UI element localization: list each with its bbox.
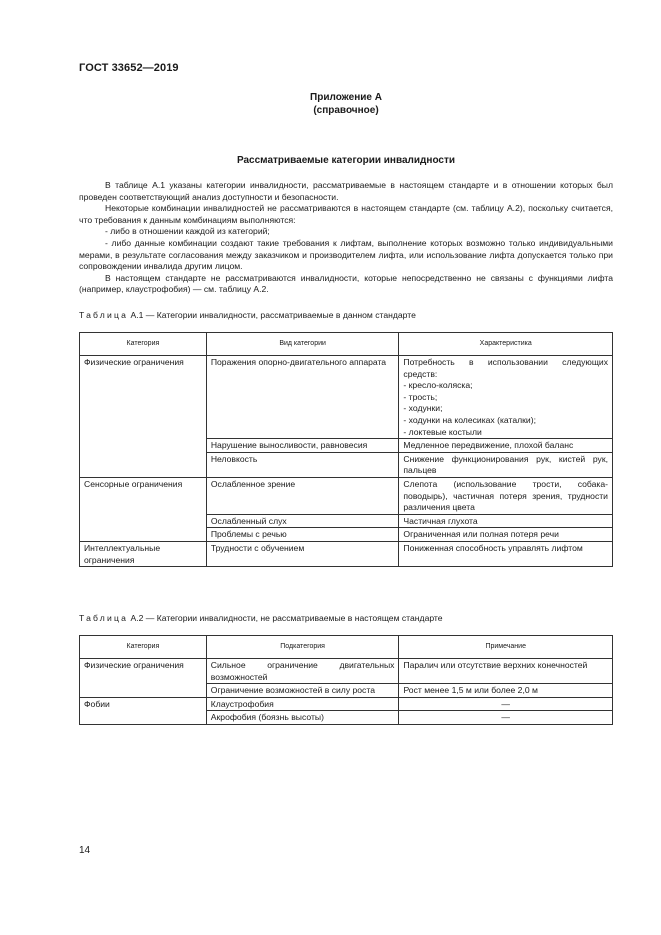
paragraph: В таблице А.1 указаны категории инвалидности, рассматриваемые в настоящем стандарте и в отношении которых был проведен соответствующий анализ доступности и безопасности. bbox=[79, 180, 613, 202]
appendix-heading bbox=[79, 91, 613, 117]
column-header: Вид категории bbox=[206, 333, 399, 356]
table-row bbox=[80, 659, 613, 684]
table-cell: Рост менее 1,5 м или более 2,0 м bbox=[399, 684, 613, 698]
table-a2 bbox=[79, 635, 613, 725]
table-cell: Нарушение выносливости, равновесия bbox=[206, 439, 399, 453]
table-cell: Неловкость bbox=[206, 452, 399, 477]
table-row bbox=[80, 697, 613, 711]
table-cell: Фобии bbox=[80, 697, 207, 724]
page-number: 14 bbox=[79, 845, 91, 856]
column-header: Характеристика bbox=[399, 333, 613, 356]
column-header: Категория bbox=[80, 636, 207, 659]
table-cell: Слепота (использование трости, собака-поводырь), частичная потеря зрения, трудности различения цвета bbox=[399, 477, 613, 514]
appendix-type: (справочное) bbox=[313, 105, 379, 116]
table-cell: — bbox=[399, 697, 613, 711]
column-header: Примечание bbox=[399, 636, 613, 659]
table-header-row bbox=[80, 636, 613, 659]
paragraph: - либо в отношении каждой из категорий; bbox=[105, 226, 270, 237]
table-cell: Ограничение возможностей в силу роста bbox=[206, 684, 399, 698]
table-cell: Ослабленное зрение bbox=[206, 477, 399, 514]
table-cell: Ограниченная или полная потеря речи bbox=[399, 528, 613, 542]
table-cell: Сильное ограничение двигательных возможностей bbox=[206, 659, 399, 684]
table-cell: Медленное передвижение, плохой баланс bbox=[399, 439, 613, 453]
column-header: Подкатегория bbox=[206, 636, 399, 659]
table-cell: Частичная глухота bbox=[399, 514, 613, 528]
table2-caption: Таблица А.2 — Категории инвалидности, не рассматриваемые в настоящем стандарте bbox=[79, 613, 443, 623]
body-text bbox=[79, 180, 613, 296]
table-cell: Ослабленный слух bbox=[206, 514, 399, 528]
document-code: ГОСТ 33652—2019 bbox=[79, 62, 179, 74]
table-cell: Акрофобия (боязнь высоты) bbox=[206, 711, 399, 725]
table-row bbox=[80, 541, 613, 566]
table-cell: Сенсорные ограничения bbox=[80, 477, 207, 541]
table-cell: Пониженная способность управлять лифтом bbox=[399, 541, 613, 566]
paragraph: - либо данные комбинации создают такие требования к лифтам, выполнение которых возможно только индивидуальными мерами, в результате согласования между заказчиком и производителем лифта, или использование лифта допускается только при сопровождении инвалида другим лицом. bbox=[79, 237, 613, 272]
table-cell: — bbox=[399, 711, 613, 725]
table-row bbox=[80, 477, 613, 514]
appendix-title: Приложение А bbox=[310, 92, 382, 103]
table-cell: Поражения опорно-двигательного аппарата bbox=[206, 356, 399, 439]
table-a1 bbox=[79, 332, 613, 567]
table-row bbox=[80, 356, 613, 439]
table-cell: Трудности с обучением bbox=[206, 541, 399, 566]
table-cell: Клаустрофобия bbox=[206, 697, 399, 711]
column-header: Категория bbox=[80, 333, 207, 356]
table-cell: Потребность в использовании следующих средств: - кресло-коляска; - трость; - ходунки; - ходунки на колесиках (каталки); - локтевые костыли bbox=[399, 356, 613, 439]
paragraph: Некоторые комбинации инвалидностей не рассматриваются в настоящем стандарте (см. таблицу А.2), поскольку считается, что требования к данным комбинациям выполняются: bbox=[79, 203, 613, 225]
table-cell: Проблемы с речью bbox=[206, 528, 399, 542]
table1-caption: Таблица А.1 — Категории инвалидности, рассматриваемые в данном стандарте bbox=[79, 310, 416, 320]
table-cell: Интеллектуальные ограничения bbox=[80, 541, 207, 566]
table-cell: Паралич или отсутствие верхних конечностей bbox=[399, 659, 613, 684]
paragraph: В настоящем стандарте не рассматриваются инвалидности, которые непосредственно не связаны с функциями лифта (например, клаустрофобия) — см. таблицу А.2. bbox=[79, 272, 613, 295]
table-header-row bbox=[80, 333, 613, 356]
section-title: Рассматриваемые категории инвалидности bbox=[236, 155, 456, 166]
table-cell: Физические ограничения bbox=[80, 356, 207, 478]
table-cell: Снижение функционирования рук, кистей рук, пальцев bbox=[399, 452, 613, 477]
table-cell: Физические ограничения bbox=[80, 659, 207, 698]
